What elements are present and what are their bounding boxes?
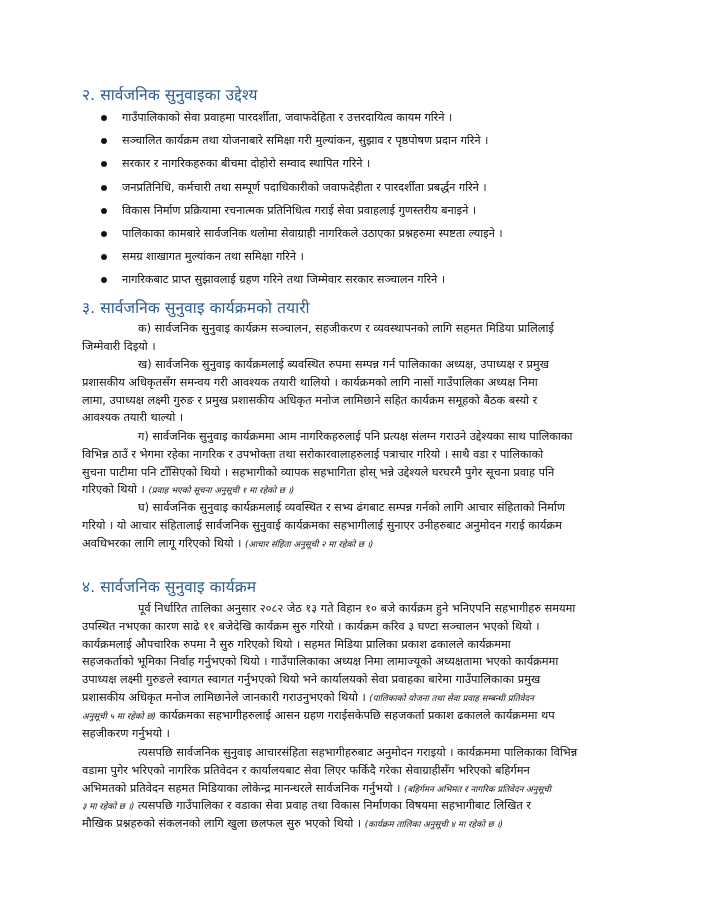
paragraph-line: सहजकर्ताको भूमिका निर्वाह गर्नुभएको थियो । गाउँपालिकाका अध्यक्ष निमा लामाज्यूको अध्यक्षतामा भएको कार्यक्रममा (82, 655, 559, 669)
paragraph-line (82, 707, 622, 725)
paragraph-line: सुचना पाटीमा पनि टाँसिएको थियो । सहभागीको व्यापक सहभागिता होस् भन्ने उद्देश्यले घरघरमै पुगेर सूचना प्रवाह पनि (82, 465, 555, 479)
paragraph-gha (82, 499, 622, 552)
list-item: सरकार र नागरिकहरुका बीचमा दोहोरो सम्वाद स्थापित गरिने । (96, 152, 656, 175)
paragraph-line: क) सार्वजनिक सुनुवाइ कार्यक्रम सञ्चालन, सहजीकरण र व्यवस्थापनको लागि सहमत मिडिया प्रालिलाई (138, 322, 554, 335)
paragraph-line (82, 815, 622, 833)
paragraph-text: गरिएको थियो । (82, 483, 145, 497)
annex-note: (आचार संहिता अनुसूची २ मा रहेको छ ।) (244, 539, 374, 550)
annex-note: (बहिर्गमन अभिमत र नागरिक प्रतिवेदन अनुसूची (404, 784, 551, 795)
section-heading-program: ४. सार्वजनिक सुनुवाइ कार्यक्रम (82, 578, 257, 596)
section-heading-objectives: २. सार्वजनिक सुनुवाइका उद्देश्य (82, 86, 258, 104)
annex-note: (प्रवाह भएको सूचना अनुसूची १ मा रहेको छ ।) (148, 486, 295, 497)
annex-note: अनुसूची ५ मा रहेको छ) (82, 711, 156, 722)
paragraph-ka (82, 320, 622, 356)
paragraph-program-2 (82, 744, 622, 833)
paragraph-line (82, 780, 622, 798)
paragraph-line: वडामा पुगेर भरिएको नागरिक प्रतिवेदन र कार्यालयबाट सेवा लिएर फर्किदै गरेका सेवाग्राहीसँग भरिएको बहिर्गमन (82, 763, 530, 777)
list-item: समग्र शाखागत मुल्यांकन तथा समिक्षा गरिने । (96, 245, 656, 268)
paragraph-text: अभिमतको प्रतिवेदन सहमत मिडियाका लोकेन्द्र मानन्धरले सार्वजनिक गर्नुभयो । (82, 781, 401, 795)
paragraph-line: उपस्थित नभएका कारण साढे ११ बजेदेखि कार्यक्रम सुरु गरियो । कार्यक्रम करिव ३ घण्टा सञ्चालन भएको थियो । (82, 619, 540, 633)
paragraph-kha (82, 356, 622, 427)
paragraph-text: अवधिभरका लागि लागू गरिएको थियो । (82, 536, 242, 550)
paragraph-text: मौखिक प्रश्नहरुको संकलनको लागि खुला छलफल सुरु भएको थियो । (82, 817, 362, 831)
list-item: विकास निर्माण प्रक्रियामा रचनात्मक प्रतिनिधित्व गराई सेवा प्रवाहलाई गुणस्तरीय बनाइने । (96, 199, 656, 222)
list-item: पालिकाका कामबारे सार्वजनिक थलोमा सेवाग्राही नागरिकले उठाएका प्रश्नहरुमा स्पष्टता ल्याइने । (96, 222, 656, 245)
paragraph-line (82, 535, 622, 553)
paragraph-line: लामा, उपाध्यक्ष लक्ष्मी गुरुङ र प्रमुख प्रशासकीय अधिकृत मनोज लामिछाने सहित कार्यक्रम समूहको बैठक बस्यो र (82, 393, 538, 407)
objectives-list (96, 106, 656, 292)
annex-note: (कार्यक्रम तालिका अनुसूची ४ मा रहेको छ ।) (364, 820, 504, 831)
paragraph-line: सहजीकरण गर्नुभयो । (82, 726, 170, 740)
paragraph-line: जिम्मेवारी दिइयो । (82, 339, 156, 353)
paragraph-line: ग) सार्वजनिक सुनुवाइ कार्यक्रममा आम नागरिकहरुलाई पनि प्रत्यक्ष संलग्न गराउने उद्देश्यका साथ पालिकाका (138, 430, 573, 443)
list-item: जनप्रतिनिधि, कर्मचारी तथा सम्पूर्ण पदाधिकारीको जवाफदेहीता र पारदर्शीता प्रबर्द्धन गरिने । (96, 176, 656, 199)
paragraph-line: पूर्व निर्धारित तालिका अनुसार २०८२ जेठ १३ गते विहान १० बजे कार्यक्रम हुने भनिएपनि सहभागीहरु समयमा (138, 602, 576, 615)
annex-note: (पालिकाको योजना तथा सेवा प्रवाह सम्बन्धी प्रतिवेदन (369, 693, 534, 704)
paragraph-text: त्यसपछि गाउँपालिका र वडाका सेवा प्रवाह तथा विकास निर्माणका विषयमा सहभागीबाट लिखित र (137, 799, 532, 813)
paragraph-line: कार्यक्रमलाई औपचारिक रुपमा नै सुरु गरिएको थियो । सहमत मिडिया प्रालिका प्रकाश ढकालले कार्यक्रममा (82, 637, 511, 651)
annex-note: ३ मा रहेको छ ।) (82, 802, 135, 813)
paragraph-line: गरियो । यो आचार संहितालाई सार्वजनिक सुनुवाई कार्यक्रमका सहभागीलाई सुनाएर उनीहरुबाट अनुमोदन गराई कार्यक्रम (82, 518, 562, 532)
paragraph-line: विभिन्न ठाउँ र भेगमा रहेका नागरिक र उपभोक्ता तथा सरोकारवालाहरुलाई पत्राचार गरियो । साथै वडा र पालिकाको (82, 447, 544, 461)
paragraph-line (82, 797, 622, 815)
paragraph-line: घ) सार्वजनिक सुनुवाइ कार्यक्रमलाई व्यवस्थित र सभ्य ढंगबाट सम्पन्न गर्नको लागि आचार संहिताको निर्माण (138, 501, 566, 514)
paragraph-line (82, 481, 622, 499)
paragraph-line: ख) सार्वजनिक सुनुवाइ कार्यक्रमलाई ब्यवस्थित रुपमा सम्पन्न गर्न पालिकाका अध्यक्ष, उपाध्यक्ष र प्रमुख (138, 358, 549, 371)
paragraph-text: कार्यक्रमका सहभागीहरुलाई आसन ग्रहण गराईसकेपछि सहजकर्ता प्रकाश ढकालले कार्यक्रममा थप (159, 708, 555, 722)
list-item: गाउँपालिकाको सेवा प्रवाहमा पारदर्शीता, जवाफदेहिता र उत्तरदायित्व कायम गरिने । (96, 106, 656, 129)
paragraph-line: प्रशासकीय अधिकृतसँग समन्वय गरी आवश्यक तयारी थालियो । कार्यक्रमको लागि नासों गाउँपालिका अध्यक्ष निमा (82, 375, 538, 389)
paragraph-line (82, 689, 622, 707)
paragraph-line: उपाध्यक्ष लक्ष्मी गुरुङले स्वागत स्वागत गर्नुभएको थियो भने कार्यालयको सेवा प्रवाहका बारेमा गाउँपालिकाका प्रमुख (82, 673, 541, 687)
section-heading-preparation: ३. सार्वजनिक सुनुवाइ कार्यक्रमको तयारी (82, 299, 310, 317)
paragraph-line: त्यसपछि सार्वजनिक सुनुवाइ आचारसंहिता सहभागीहरुबाट अनुमोदन गराइयो । कार्यक्रममा पालिकाका विभिन्न (138, 746, 578, 759)
paragraph-program-1 (82, 600, 622, 742)
list-item: सञ्चालित कार्यक्रम तथा योजनाबारे समिक्षा गरी मुल्यांकन, सुझाव र पृष्ठपोषण प्रदान गरिने । (96, 129, 656, 152)
paragraph-line: आवश्यक तयारी थाल्यो । (82, 411, 184, 425)
list-item: नागरिकबाट प्राप्त सुझावलाई ग्रहण गरिने तथा जिम्मेवार सरकार सञ्चालन गरिने । (96, 268, 656, 291)
paragraph-text: प्रशासकीय अधिकृत मनोज लामिछानेले जानकारी गराउनुभएको थियो । (82, 690, 366, 704)
paragraph-ga (82, 428, 622, 499)
